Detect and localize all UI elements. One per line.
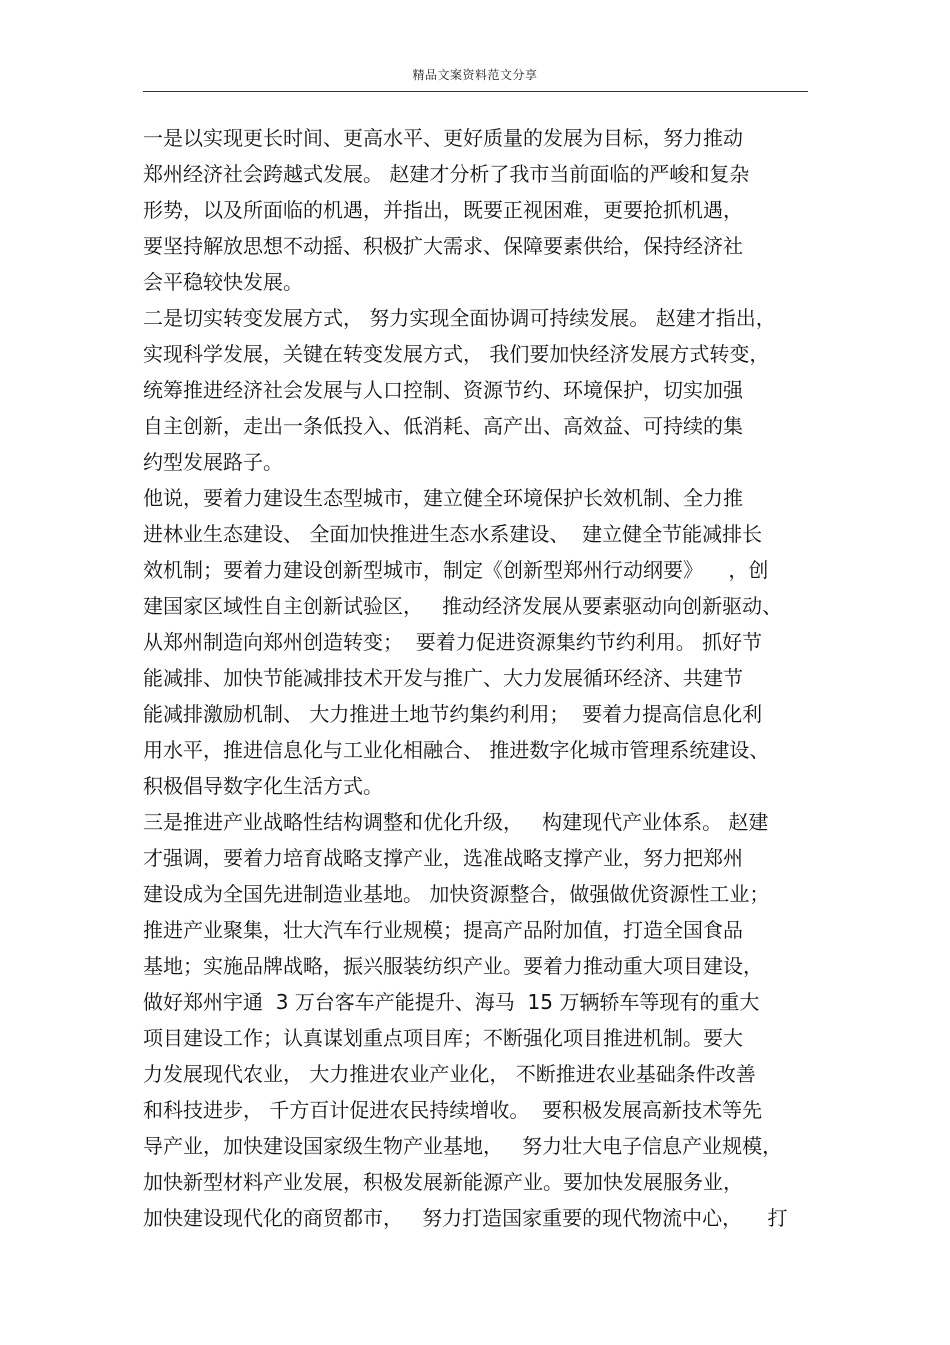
page-header: 精品文案资料范文分享: [412, 68, 538, 82]
text-line: 能减排激励机制、 大力推进土地节约集约利用； 要着力提高信息化利: [143, 702, 763, 726]
text-line: 二是切实转变发展方式， 努力实现全面协调可持续发展。 赵建才指出，: [143, 306, 776, 330]
text-line: 推进产业聚集，壮大汽车行业规模；提高产品附加值，打造全国食品: [143, 918, 743, 942]
header-divider: [143, 91, 808, 92]
text-line: 郑州经济社会跨越式发展。 赵建才分析了我市当前面临的严峻和复杂: [143, 162, 750, 186]
text-line: 他说，要着力建设生态型城市，建立健全环境保护长效机制、全力推: [143, 486, 743, 510]
text-line: 项目建设工作；认真谋划重点项目库；不断强化项目推进机制。要大: [143, 1026, 743, 1050]
text-line: 力发展现代农业， 大力推进农业产业化， 不断推进农业基础条件改善: [143, 1062, 756, 1086]
text-line: 形势，以及所面临的机遇，并指出，既要正视困难，更要抢抓机遇，: [143, 198, 743, 222]
text-line: 才强调，要着力培育战略支撑产业，选准战略支撑产业，努力把郑州: [143, 846, 743, 870]
text-line: 进林业生态建设、 全面加快推进生态水系建设、 建立健全节能减排长: [143, 522, 763, 546]
text-line: 自主创新，走出一条低投入、低消耗、高产出、高效益、可持续的集: [143, 414, 743, 438]
text-line: 建设成为全国先进制造业基地。 加快资源整合，做强做优资源性工业；: [143, 882, 770, 906]
text-line: 加快建设现代化的商贸都市， 努力打造国家重要的现代物流中心， 打: [143, 1206, 788, 1230]
text-line: 基地；实施品牌战略，振兴服装纺织产业。要着力推动重大项目建设，: [143, 954, 763, 978]
text-line: 加快新型材料产业发展，积极发展新能源产业。要加快发展服务业，: [143, 1170, 743, 1194]
text-line: 要坚持解放思想不动摇、积极扩大需求、保障要素供给，保持经济社: [143, 234, 743, 258]
text-line: 三是推进产业战略性结构调整和优化升级， 构建现代产业体系。 赵建: [143, 810, 769, 834]
text-line: 统筹推进经济社会发展与人口控制、资源节约、环境保护，切实加强: [143, 378, 743, 402]
text-line: 积极倡导数字化生活方式。: [143, 774, 383, 798]
text-line: 用水平，推进信息化与工业化相融合、 推进数字化城市管理系统建设、: [143, 738, 770, 762]
text-line: 一是以实现更长时间、更高水平、更好质量的发展为目标，努力推动: [143, 126, 743, 150]
document-body: [143, 120, 813, 1236]
text-line: 会平稳较快发展。: [143, 270, 303, 294]
text-line: 能减排、加快节能减排技术开发与推广、大力发展循环经济、共建节: [143, 666, 743, 690]
text-line: 从郑州制造向郑州创造转变； 要着力促进资源集约节约利用。 抓好节: [143, 630, 763, 654]
text-line: 做好郑州宇通 3 万台客车产能提升、海马 15 万辆轿车等现有的重大: [143, 990, 760, 1014]
text-line: 效机制；要着力建设创新型城市，制定《创新型郑州行动纲要》 ，创: [143, 558, 769, 582]
text-line: 约型发展路子。: [143, 450, 283, 474]
text-line: 导产业，加快建设国家级生物产业基地， 努力壮大电子信息产业规模，: [143, 1134, 783, 1158]
text-line: 和科技进步， 千方百计促进农民持续增收。 要积极发展高新技术等先: [143, 1098, 763, 1122]
text-line: 建国家区域性自主创新试验区， 推动经济发展从要素驱动向创新驱动、: [143, 594, 783, 618]
text-line: 实现科学发展，关键在转变发展方式， 我们要加快经济发展方式转变，: [143, 342, 770, 366]
